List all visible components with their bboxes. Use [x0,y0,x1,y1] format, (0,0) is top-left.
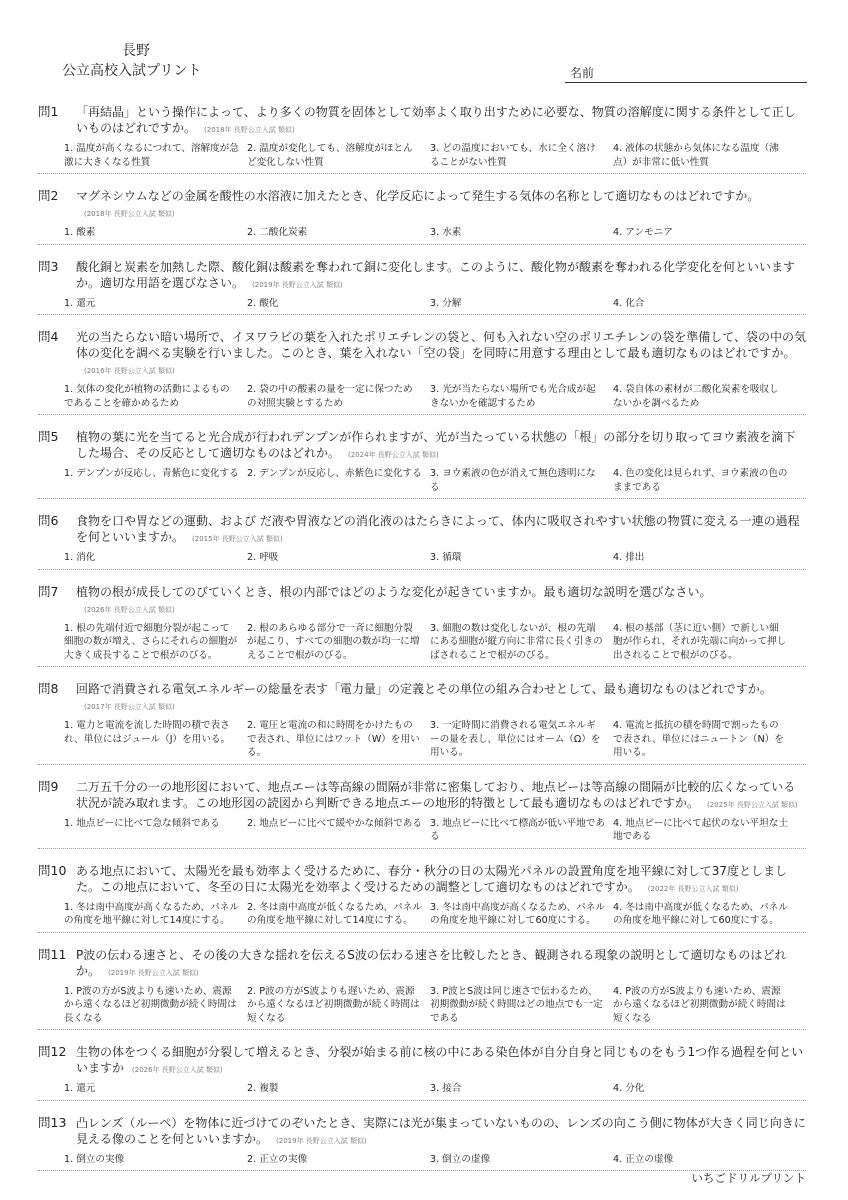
question-source: (2026年 長野公立入試 類似) [84,605,175,614]
question-number: 問13 [38,1114,67,1130]
choice-list [64,817,806,844]
question-source: (2022年 長野公立入試 類似) [647,884,739,893]
choice-list [64,719,806,760]
question-text [76,584,806,618]
choice-option: 4. 地点ビーに比べて起伏のない平坦な土地である [613,817,788,842]
question-text [76,947,806,981]
choice-list [64,1153,806,1167]
choice-list [64,467,806,494]
question-number: 問10 [38,862,67,878]
question-body: P波の伝わる速さと、その後の大きな揺れを伝えるS波の伝わる速さを比較したとき、観測される現象の説明として適切なものはどれか。 [76,947,787,978]
question-text [76,188,806,222]
question-body: ある地点において、太陽光を最も効率よく受けるために、春分・秋分の日の太陽光パネルの設置角度を地平線に対して37度としました。この地点において、冬至の日に太陽光を効率よく受けるための調整として適切なものはどれですか。 [76,863,788,894]
choice-option: 1. 温度が高くなるにつれて、溶解度が急激に大きくなる性質 [64,143,239,168]
name-label: 名前 [570,66,595,80]
choice-option: 4. 電流と抵抗の積を時間で割ったもので表され、単位にはニュートン（N）を用いる。 [613,720,784,758]
choice-option: 4. 分化 [613,1083,645,1094]
prefecture-label: 長野 [122,43,150,59]
question-text [76,1044,806,1078]
question-source: (2015年 長野公立入試 類似) [192,535,283,543]
choice-option: 2. デンプンが反応し、赤紫色に変化する [247,468,422,479]
choice-option: 4. P波の方がS波よりも速いため、震源から遠くなるほど初期微動が続く時間は短くなる [613,985,786,1024]
question-text [76,259,806,293]
choice-list [64,1082,806,1096]
choice-option: 3. 冬は南中高度が高くなるため、パネルの角度を地平線に対して60度にする。 [430,901,605,926]
question-item [38,425,806,499]
question-source: (2019年 長野公立入試 類似) [252,280,343,289]
choice-option: 1. 電力と電流を流した時間の積で表され、単位にはジュール（J）を用いる。 [64,720,231,745]
question-number: 問11 [38,946,67,962]
question-list [38,100,806,1181]
choice-option: 3. 細胞の数は変化しないが、根の先端にある細胞が縦方向に非常に長く引きのばされることで根がのびる。 [430,622,603,661]
choice-option: 4. 根の基部（茎に近い側）で新しい細胞が作られ、それが先端に向かって押し出されることで根がのびる。 [613,622,787,661]
question-source: (2018年 長野公立入試 類似) [84,210,175,218]
choice-option: 1. 還元 [64,1083,96,1094]
choice-option: 3. 一定時間に消費される電気エネルギーの量を表し、単位にはオーム（Ω）を用いる。 [430,720,601,758]
question-item [38,580,806,668]
choice-option: 4. 色の変化は見られず、ヨウ素液の色のままである [613,468,788,493]
choice-option: 3. どの温度においても、水に全く溶けることがない性質 [430,143,596,168]
question-number: 問12 [38,1044,67,1059]
choice-option: 1. 還元 [64,297,96,309]
question-body: 酸化銅と炭素を加熱した際、酸化銅は酸素を奪われて銅に変化します。このように、酸化物が酸素を奪われる化学変化を何といいますか。適切な用語を選びなさい。 [76,259,796,290]
footer-brand: いちごドリルプリント [691,1171,806,1185]
question-text [76,1115,806,1149]
question-number: 問7 [38,583,59,599]
question-number: 問8 [38,681,59,696]
question-text [76,681,806,715]
question-item [38,100,806,174]
choice-option: 1. 冬は南中高度が高くなるため、パネルの角度を地平線に対して14度にする。 [64,901,239,926]
choice-option: 1. 倒立の実像 [64,1153,125,1165]
question-item [38,255,806,316]
page-header [0,0,848,100]
question-item [38,1111,806,1172]
question-source: (2018年 長野公立入試 類似) [204,126,295,134]
choice-option: 3. 倒立の虚像 [430,1153,491,1165]
choice-option: 4. 正立の虚像 [613,1153,674,1165]
choice-option: 2. 呼吸 [247,552,279,563]
page-title: 公立高校入試プリント [62,63,202,79]
question-body: 食物を口や胃などの運動、および だ液や胃液などの消化液のはたらきによって、体内に吸収されやすい状態の物質に変える一連の過程を何といいますか。 [76,514,800,544]
question-body: 二万五千分の一の地形図において、地点エーは等高線の間隔が非常に密集しており、地点ビーは等高線の間隔が比較的広くなっている状況が読み取れます。この地形図の読図から判断できる地点エーの地形的特徴として最も適切なものはどれですか。 [76,779,796,810]
choice-option: 3. 分解 [430,297,462,309]
choice-option: 3. 循環 [430,552,462,563]
choice-option: 1. 地点ビーに比べて急な傾斜である [64,817,220,829]
choice-list [64,383,806,410]
choice-option: 4. アンモニア [613,227,673,238]
question-source: (2019年 長野公立入試 類似) [108,968,199,977]
choice-option: 2. 地点ビーに比べて緩やかな傾斜である [247,817,422,829]
question-text [76,104,806,138]
question-text [76,513,806,547]
question-body: 「再結晶」という操作によって、より多くの物質を固体として効率よく取り出すために必要な、物質の溶解度に関する条件として正しいものはどれですか。 [76,105,796,135]
question-body: 植物の葉に光を当てると光合成が行われデンプンが作られますが、光が当たっている状態の「根」の部分を切り取ってヨウ素液を滴下した場合、その反応として適切なものはどれか。 [76,430,796,460]
choice-option: 3. 地点ビーに比べて標高が低い平地である [430,817,605,842]
question-item [38,325,806,415]
choice-list [64,622,806,663]
question-item [38,184,806,245]
question-number: 問3 [38,258,59,274]
choice-option: 2. 根のあらゆる部分で一斉に細胞分裂が起こり、すべての細胞の数が均一に増えることで根がのびる。 [247,622,420,661]
question-body: 植物の根が成長してのびていくとき、根の内部ではどのような変化が起きていますか。最も適切な説明を選びなさい。 [76,584,712,599]
choice-option: 3. P波とS波は同じ速さで伝わるため、初期微動が続く時間はどの地点でも一定である [430,985,603,1024]
choice-option: 2. 酸化 [247,297,279,309]
choice-option: 2. 電圧と電流の和に時間をかけたもので表され、単位にはワット（W）を用いる。 [247,720,420,758]
question-source: (2016年 長野公立入試 類似) [84,367,175,375]
question-text [76,429,806,463]
name-line [565,82,807,83]
question-source: (2026年 長野公立入試 類似) [132,1066,223,1074]
question-body: マグネシウムなどの金属を酸性の水溶液に加えたとき、化学反応によって発生する気体の名称として適切なものはどれですか。 [76,189,760,203]
choice-option: 2. 冬は南中高度が低くなるため、パネルの角度を地平線に対して14度にする。 [247,901,422,926]
question-source: (2025年 長野公立入試 類似) [707,800,798,809]
choice-option: 4. 化合 [613,297,645,309]
choice-option: 2. P波の方がS波よりも遅いため、震源から遠くなるほど初期微動が続く時間は短くなる [247,985,420,1024]
choice-option: 3. 接合 [430,1083,462,1094]
choice-option: 2. 複製 [247,1083,279,1094]
choice-option: 3. 光が当たらない場所でも光合成が起きないかを確認するため [430,384,596,409]
question-source: (2017年 長野公立入試 類似) [84,703,175,711]
choice-option: 1. 根の先端付近で細胞分裂が起こって細胞の数が増え、さらにそれらの細胞が大きく成長することで根がのびる。 [64,622,238,661]
question-number: 問1 [38,104,59,119]
question-number: 問2 [38,188,59,203]
choice-option: 1. デンプンが反応し、青紫色に変化する [64,468,239,479]
choice-option: 4. 液体の状態から気体になる温度（沸点）が非常に低い性質 [613,143,779,168]
choice-option: 2. 温度が変化しても、溶解度がほとんど変化しない性質 [247,143,413,168]
choice-list [64,551,806,565]
choice-option: 4. 袋自体の素材が二酸化炭素を吸収しないかを調べるため [613,384,779,409]
choice-option: 2. 二酸化炭素 [247,227,308,238]
choice-option: 3. 水素 [430,227,462,238]
question-item [38,859,806,933]
choice-option: 1. 消化 [64,552,96,563]
choice-list [64,297,806,311]
choice-list [64,142,806,169]
question-number: 問6 [38,513,59,528]
choice-option: 2. 正立の実像 [247,1153,308,1165]
question-item [38,677,806,765]
choice-list [64,901,806,928]
question-number: 問9 [38,778,59,794]
question-source: (2019年 長野公立入試 類似) [276,1136,367,1145]
choice-option: 2. 袋の中の酸素の量を一定に保つための対照実験とするため [247,384,413,409]
choice-option: 1. 酸素 [64,227,96,238]
choice-option: 1. 気体の変化が植物の活動によるものであることを確かめるため [64,384,230,409]
question-number: 問4 [38,329,59,344]
choice-option: 3. ヨウ素液の色が消えて無色透明になる [430,468,596,493]
choice-list [64,985,806,1026]
question-text [76,329,806,379]
question-body: 生物の体をつくる細胞が分裂して増えるとき、分裂が始まる前に核の中にある染色体が自分自身と同じものをもう1つ作る過程を何といいますか [76,1045,804,1075]
question-body: 光の当たらない暗い場所で、イヌワラビの葉を入れたポリエチレンの袋と、何も入れない空のポリエチレンの袋を準備して、袋の中の気体の変化を調べる実験を行いました。このとき、葉を入れない「空の袋」を同時に用意する理由として最も適切なものはどれですか。 [76,330,806,360]
question-body: 回路で消費される電気エネルギーの総量を表す「電力量」の定義とその単位の組み合わせとして、最も適切なものはどれですか。 [76,682,772,696]
question-body: 凸レンズ（ルーペ）を物体に近づけてのぞいたとき、実際には光が集まっていないものの、レンズの向こう側に物体が大きく同じ向きに見える像のことを何といいますか。 [76,1115,806,1146]
question-item [38,1040,806,1101]
question-number: 問5 [38,429,59,444]
choice-option: 1. P波の方がS波よりも速いため、震源から遠くなるほど初期微動が続く時間は長くなる [64,985,237,1024]
question-item [38,775,806,849]
question-item [38,943,806,1031]
choice-list [64,226,806,240]
choice-option: 4. 排出 [613,552,645,563]
question-text [76,779,806,813]
question-item [38,509,806,570]
choice-option: 4. 冬は南中高度が低くなるため、パネルの角度を地平線に対して60度にする。 [613,901,788,926]
question-source: (2024年 長野公立入試 類似) [348,451,439,459]
question-text [76,863,806,897]
